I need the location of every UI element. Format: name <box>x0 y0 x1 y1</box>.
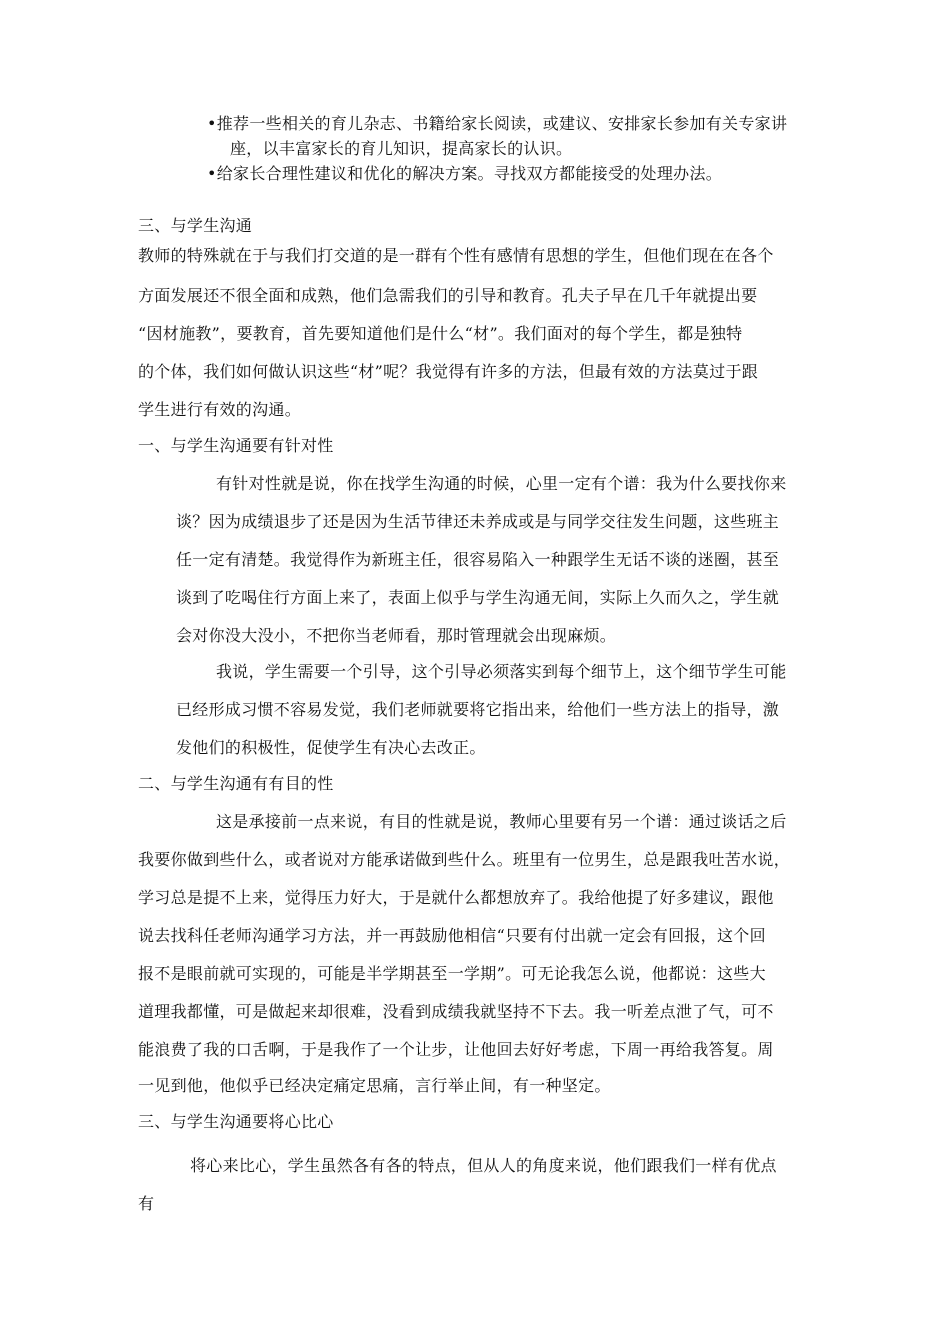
subsection-heading-3: 三、与学生沟通要将心比心 <box>138 1112 334 1131</box>
sub2-para-line-5: 报不是眼前就可实现的，可能是半学期甚至一学期”。可无论我怎么说，他都说：这些大 <box>138 964 766 983</box>
sub3-para-line-1: 将心来比心，学生虽然各有各的特点，但从人的角度来说，他们跟我们一样有优点 <box>190 1156 777 1175</box>
sub2-para-line-2: 我要你做到些什么，或者说对方能承诺做到些什么。班里有一位男生，总是跟我吐苦水说， <box>138 850 791 869</box>
sub1-para1-line-5: 会对你没大没小，不把你当老师看，那时管理就会出现麻烦。 <box>176 626 617 645</box>
intro-line-3: “因材施教”，要教育，首先要知道他们是什么“材”。我们面对的每个学生，都是独特 <box>138 324 743 343</box>
sub1-para1-line-2: 谈？因为成绩退步了还是因为生活节律还未养成或是与同学交往发生问题，这些班主 <box>176 512 780 531</box>
section-heading: 三、与学生沟通 <box>138 216 253 235</box>
bullet-item-line-2: 座，以丰富家长的育儿知识，提高家长的认识。 <box>230 139 573 158</box>
sub2-para-line-4: 说去找科任老师沟通学习方法，并一再鼓励他相信“只要有付出就一定会有回报，这个回 <box>138 926 766 945</box>
sub1-para1-line-3: 任一定有清楚。我觉得作为新班主任，很容易陷入一种跟学生无话不谈的迷圈，甚至 <box>176 550 780 569</box>
subsection-heading-2: 二、与学生沟通有有目的性 <box>138 774 334 793</box>
sub1-para2-line-1: 我说，学生需要一个引导，这个引导必须落实到每个细节上，这个细节学生可能 <box>216 662 787 681</box>
intro-line-2: 方面发展还不很全面和成熟，他们急需我们的引导和教育。孔夫子早在几千年就提出要 <box>138 286 758 305</box>
sub2-para-line-1: 这是承接前一点来说，有目的性就是说，教师心里要有另一个谱：通过谈话之后 <box>216 812 787 831</box>
sub1-para2-line-3: 发他们的积极性，促使学生有决心去改正。 <box>176 738 486 757</box>
intro-line-5: 学生进行有效的沟通。 <box>138 400 302 419</box>
bullet-item-line-3: •给家长合理性建议和优化的解决方案。寻找双方都能接受的处理办法。 <box>207 164 723 183</box>
intro-line-1: 教师的特殊就在于与我们打交道的是一群有个性有感情有思想的学生，但他们现在在各个 <box>138 246 774 265</box>
intro-line-4: 的个体，我们如何做认识这些“材”呢？我觉得有许多的方法，但最有效的方法莫过于跟 <box>138 362 759 381</box>
sub3-para-line-2: 有 <box>138 1194 155 1213</box>
sub2-para-line-8: 一见到他，他似乎已经决定痛定思痛，言行举止间，有一种坚定。 <box>138 1076 611 1095</box>
sub2-para-line-7: 能浪费了我的口舌啊，于是我作了一个让步，让他回去好好考虑，下周一再给我答复。周 <box>138 1040 774 1059</box>
sub1-para2-line-2: 已经形成习惯不容易发觉，我们老师就要将它指出来，给他们一些方法上的指导，激 <box>176 700 780 719</box>
sub2-para-line-6: 道理我都懂，可是做起来却很难，没看到成绩我就坚持不下去。我一听差点泄了气，可不 <box>138 1002 774 1021</box>
subsection-heading-1: 一、与学生沟通要有针对性 <box>138 436 334 455</box>
sub1-para1-line-1: 有针对性就是说，你在找学生沟通的时候，心里一定有个谱：我为什么要找你来 <box>216 474 787 493</box>
sub1-para1-line-4: 谈到了吃喝住行方面上来了，表面上似乎与学生沟通无间，实际上久而久之，学生就 <box>176 588 780 607</box>
bullet-item-line-1: •推荐一些相关的育儿杂志、书籍给家长阅读，或建议、安排家长参加有关专家讲 <box>207 114 788 133</box>
sub2-para-line-3: 学习总是提不上来，觉得压力好大，于是就什么都想放弃了。我给他提了好多建议，跟他 <box>138 888 774 907</box>
